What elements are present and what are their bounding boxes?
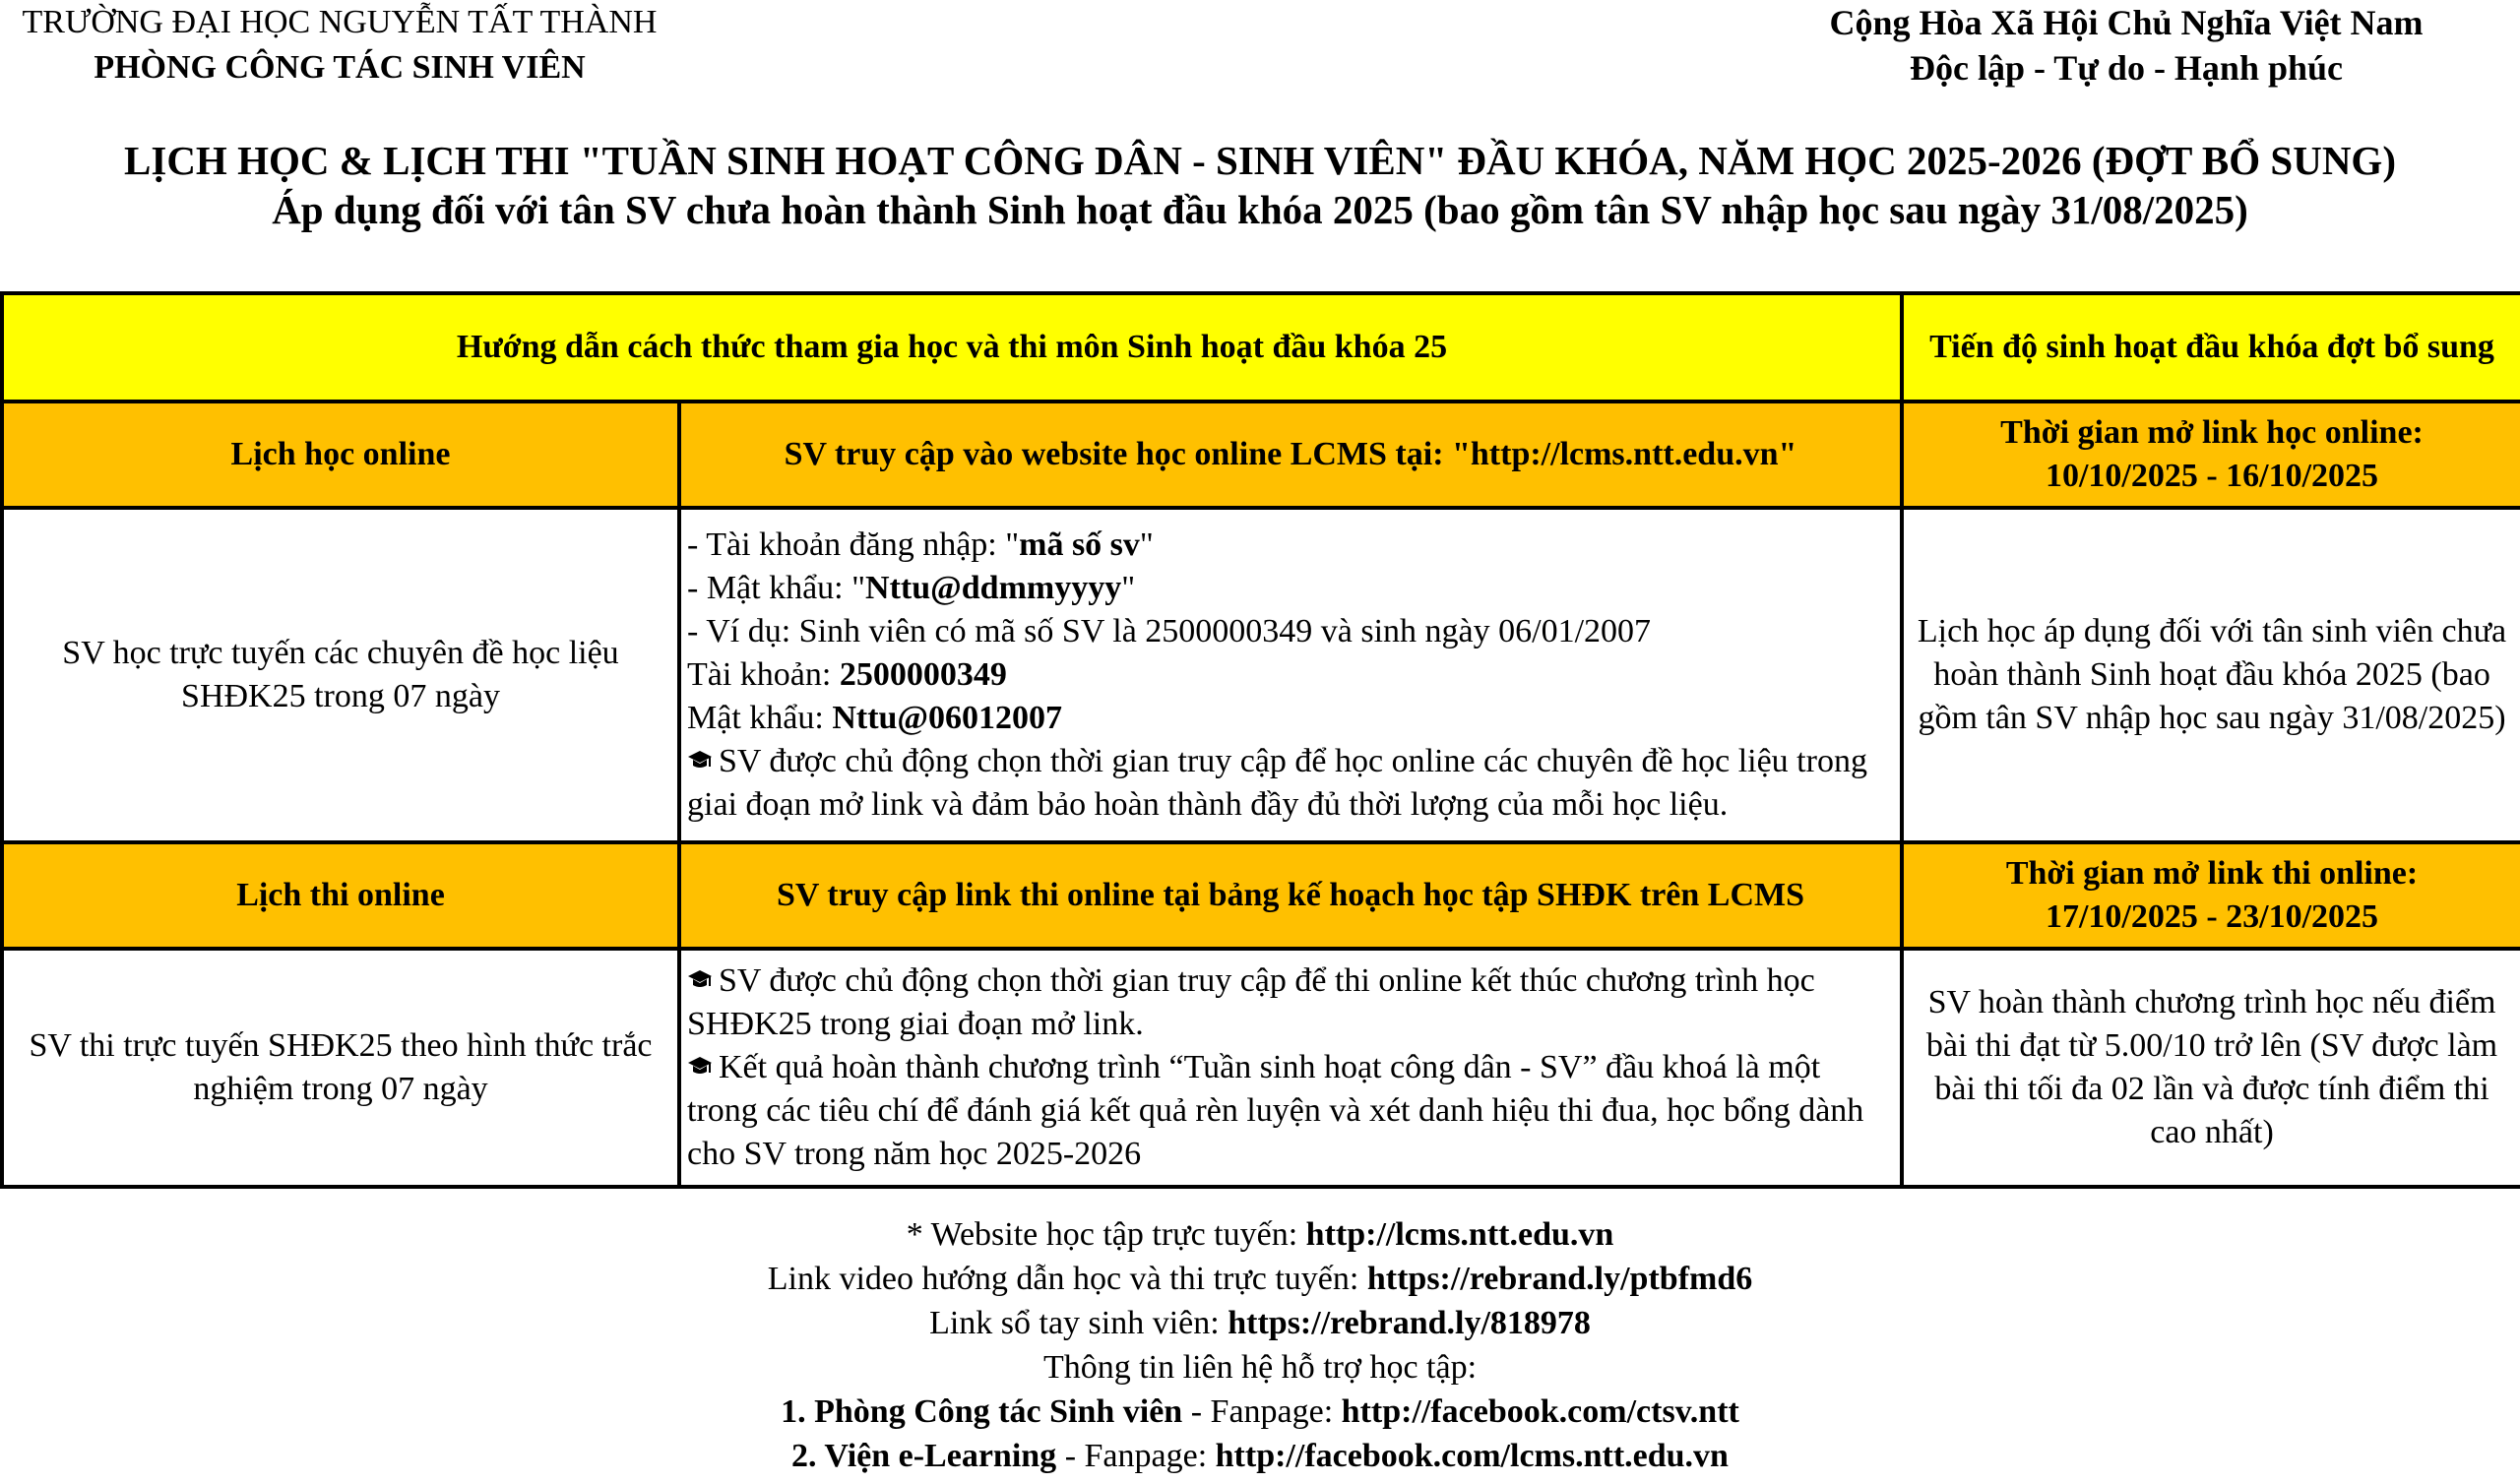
login-line: - Tài khoản đăng nhập: "mã số sv" (687, 526, 1154, 563)
exam-open-dates: 17/10/2025 - 23/10/2025 (2045, 898, 2379, 935)
header-right (1732, 0, 2520, 91)
exam-open-title: Thời gian mở link thi online: (2005, 855, 2419, 892)
graduation-cap-icon (687, 748, 713, 773)
study-apply-note: Lịch học áp dụng đối với tân sinh viên chưa hoàn thành Sinh hoạt đầu khóa 2025 (bao gồm tân SV nhập học sau ngày 31/08/2025) (1902, 508, 2520, 842)
contact-2: 2. Viện e-Learning - Fanpage: http://facebook.com/lcms.ntt.edu.vn (791, 1438, 1729, 1474)
video-line: Link video hướng dẫn học và thi trực tuyến: https://rebrand.ly/ptbfmd6 (767, 1261, 1753, 1297)
contact-1: 1. Phòng Công tác Sinh viên - Fanpage: http://facebook.com/ctsv.ntt (781, 1393, 1739, 1430)
table-header-row (2, 293, 2520, 402)
exam-label: Lịch thi online (2, 842, 679, 949)
title-line-2: Áp dụng đối với tân SV chưa hoàn thành Sinh hoạt đầu khóa 2025 (bao gồm tân SV nhập học sau ngày 31/08/2025) (272, 187, 2248, 232)
guide-heading: Hướng dẫn cách thức tham gia học và thi môn Sinh hoạt đầu khóa 25 (2, 293, 1902, 402)
document-title (0, 136, 2520, 234)
exam-heading-row (2, 842, 2520, 949)
example-line: - Ví dụ: Sinh viên có mã số SV là 2500000349 và sinh ngày 06/01/2007 (687, 613, 1652, 649)
graduation-cap-icon (687, 1054, 713, 1080)
handbook-line: Link sổ tay sinh viên: https://rebrand.ly/818978 (929, 1305, 1591, 1341)
exam-note-1: SV được chủ động chọn thời gian truy cập để thi online kết thúc chương trình học SHĐK25 trong giai đoạn mở link. (687, 962, 1815, 1042)
exam-note-2: Kết quả hoàn thành chương trình “Tuần sinh hoạt công dân - SV” đầu khoá là một trong các tiêu chí để đánh giá kết quả rèn luyện và xét danh hiệu thi đua, học bổng dành cho SV trong năm học 2025-2026 (687, 1049, 1864, 1172)
study-label: Lịch học online (2, 402, 679, 508)
study-description: SV học trực tuyến các chuyên đề học liệu SHĐK25 trong 07 ngày (2, 508, 679, 842)
study-instructions (679, 508, 1902, 842)
password-format-line: - Mật khẩu: "Nttu@ddmmyyyy" (687, 570, 1136, 606)
graduation-cap-icon (687, 967, 713, 993)
contact-1-link[interactable]: http://facebook.com/ctsv.ntt (1341, 1393, 1739, 1430)
example-password: Mật khẩu: Nttu@06012007 (687, 700, 1063, 736)
website-line: * Website học tập trực tuyến: http://lcms.ntt.edu.vn (906, 1216, 1614, 1253)
study-open-time (1902, 402, 2520, 508)
example-account: Tài khoản: 2500000349 (687, 656, 1007, 693)
study-access: SV truy cập vào website học online LCMS tại: "http://lcms.ntt.edu.vn" (679, 402, 1902, 508)
exam-pass-rule: SV hoàn thành chương trình học nếu điểm bài thi đạt từ 5.00/10 trở lên (SV được làm bài thi tối đa 02 lần và được tính điểm thi cao nhất) (1902, 949, 2520, 1187)
study-detail-row (2, 508, 2520, 842)
national-motto: Độc lập - Tự do - Hạnh phúc (1909, 48, 2344, 88)
department-name: PHÒNG CÔNG TÁC SINH VIÊN (94, 49, 586, 86)
footer-info (0, 1212, 2520, 1478)
video-link[interactable]: https://rebrand.ly/ptbfmd6 (1366, 1261, 1753, 1297)
exam-access: SV truy cập link thi online tại bảng kế hoạch học tập SHĐK trên LCMS (679, 842, 1902, 949)
study-note: SV được chủ động chọn thời gian truy cập để học online các chuyên đề học liệu trong giai đoạn mở link và đảm bảo hoàn thành đầy đủ thời lượng của mỗi học liệu. (687, 743, 1867, 823)
contact-title: Thông tin liên hệ hỗ trợ học tập: (1042, 1349, 1478, 1386)
header-left (0, 0, 679, 91)
study-open-dates: 10/10/2025 - 16/10/2025 (2045, 458, 2379, 494)
schedule-table (0, 291, 2520, 1189)
exam-detail-row (2, 949, 2520, 1187)
exam-description: SV thi trực tuyến SHĐK25 theo hình thức trắc nghiệm trong 07 ngày (2, 949, 679, 1187)
exam-instructions (679, 949, 1902, 1187)
title-line-1: LỊCH HỌC & LỊCH THI "TUẦN SINH HOẠT CÔNG DÂN - SINH VIÊN" ĐẦU KHÓA, NĂM HỌC 2025-2026 (ĐỢT BỔ SUNG) (124, 138, 2396, 183)
university-name: TRƯỜNG ĐẠI HỌC NGUYỄN TẤT THÀNH (22, 4, 658, 40)
exam-open-time (1902, 842, 2520, 949)
website-link[interactable]: http://lcms.ntt.edu.vn (1305, 1216, 1614, 1253)
contact-2-link[interactable]: http://facebook.com/lcms.ntt.edu.vn (1215, 1438, 1729, 1474)
study-heading-row (2, 402, 2520, 508)
progress-heading: Tiến độ sinh hoạt đầu khóa đợt bổ sung (1902, 293, 2520, 402)
republic-name: Cộng Hòa Xã Hội Chủ Nghĩa Việt Nam (1829, 3, 2424, 42)
study-open-title: Thời gian mở link học online: (2000, 414, 2424, 451)
handbook-link[interactable]: https://rebrand.ly/818978 (1228, 1305, 1591, 1341)
